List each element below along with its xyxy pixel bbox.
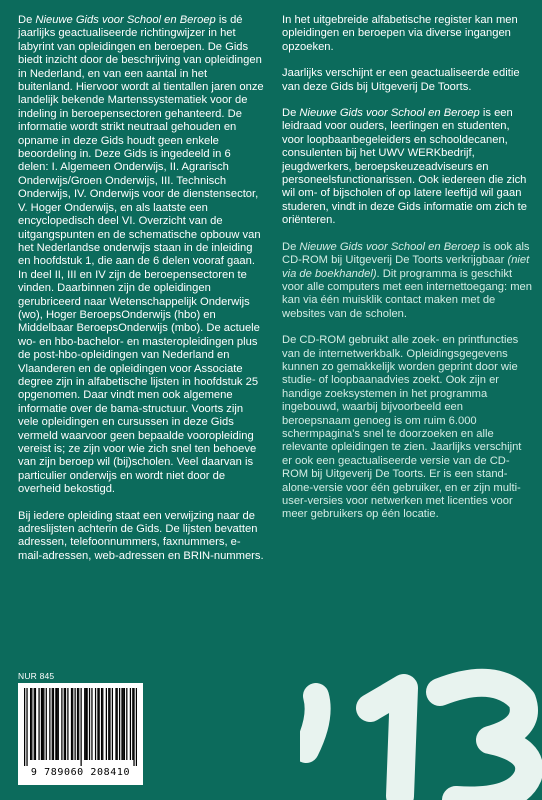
barcode-bar: [67, 688, 68, 760]
left-paragraph-intro: De Nieuwe Gids voor School en Beroep is dé jaarlijks geactualiseerde richtingwijzer in het labyrint van opleidingen en beroepen. De Gids biedt inzicht door de beschrijving van opleidingen in Nederland, en van een aantal in het buitenland. Hiervoor wordt al tientallen jaren onze landelijk bekende Martenssystematiek voor de indeling in beroepensectoren gehanteerd. De informatie wordt strikt neutraal gehouden en opname in deze Gids houdt geen enkele beoordeling in. Deze Gids is ingedeeld in 6 delen: I. Algemeen Onderwijs, II. Agrarisch Onderwijs/Groen Onderwijs, III. Technisch Onderwijs, IV. Onderwijs voor de dienstensector, V. Hoger Onderwijs, en als laatste een encyclopedisch deel VI. Overzicht van de uitgangspunten en de schematische opbouw van het Nederlandse onderwijs staan in de inleiding en hoofdstuk 1, die aan de 6 delen vooraf gaan. In deel II, III en IV zijn de beroepensectoren te vinden. Daarbinnen zijn de opleidingen gerubriceerd naar Wetenschappelijk Onderwijs (wo), Hoger BeroepsOnderwijs (hbo) en Middelbaar BeroepsOnderwijs (mbo). De actuele wo- en hbo-bachelor- en masteropleidingen plus de post-hbo-opleidingen van Nederland en Vlaanderen en de opleidingen voor Associate degree zijn in alfabetische lijsten in hoofdstuk 25 opgenomen. Daar vindt men ook algemene informatie over de bama-structuur. Voorts zijn vele opleidingen en cursussen in deze Gids vermeld waarvoor geen bepaalde vooropleiding vereist is; ze zijn voor wie zich snel ten behoeve van zijn beroep wil (bij)scholen. Veel daarvan is particulier onderwijs en wordt niet door de overheid bekostigd.: [18, 14, 264, 496]
barcode-bar: [102, 688, 103, 760]
isbn-number: 9 789060 208410: [30, 767, 131, 778]
barcode-bar: [38, 688, 39, 760]
barcode-bar: [64, 688, 65, 760]
book-title: Nieuwe Gids voor School en Beroep: [299, 107, 480, 120]
barcode-bar: [34, 688, 35, 760]
barcode-bar: [123, 688, 124, 760]
right-paragraph-register: In het uitgebreide alfabetische register kan men opleidingen en beroepen via diverse ingangen opzoeken.: [282, 14, 518, 53]
barcode-bar: [52, 688, 53, 760]
barcode-bar: [99, 688, 100, 760]
barcode-bar: [81, 688, 82, 766]
barcode-bar: [119, 688, 120, 760]
barcode-bar: [74, 688, 75, 760]
barcode-bar: [87, 688, 88, 760]
barcode-bar: [35, 688, 36, 760]
barcode-bar: [133, 688, 134, 766]
barcode-bar: [30, 688, 31, 760]
barcode-bar: [89, 688, 90, 760]
right-paragraph-edition: Jaarlijks verschijnt er een geactualiseerde editie van deze Gids bij Uitgeverij De Toorts.: [282, 67, 520, 93]
barcode-bar: [49, 688, 50, 760]
right-paragraph-audience: De Nieuwe Gids voor School en Beroep is een leidraad voor ouders, leerlingen en studenten, voor loopbaanbegeleiders en schooldecanen, consulenten bij het UWV WERKbedrijf, jeugdwerkers, beroepskeuzeadviseurs en personeelsfunctionarissen. Ook iedereen die zich wil om- of bijscholen of op latere leeftijd wil gaan studeren, vindt in deze Gids informatie om zich te oriënteren.: [282, 107, 527, 227]
barcode-bar: [109, 688, 110, 760]
barcode-bar: [46, 688, 47, 760]
isbn-barcode: [18, 683, 143, 785]
right-text-column: [282, 14, 532, 522]
book-title: Nieuwe Gids voor School en Beroep: [299, 240, 480, 253]
barcode-bar: [108, 688, 109, 760]
book-title: Nieuwe Gids voor School en Beroep: [35, 14, 216, 26]
barcode-bar: [130, 688, 131, 760]
barcode-bar: [91, 688, 92, 760]
barcode-bar: [58, 688, 59, 760]
barcode-bar: [126, 688, 127, 760]
barcode-bar: [121, 688, 122, 760]
year-13-logo: [300, 600, 542, 800]
barcode-bar: [72, 688, 73, 760]
barcode-bar: [42, 688, 43, 760]
barcode-bar: [53, 688, 54, 760]
right-paragraph-cdrom-features: De CD-ROM gebruikt alle zoek- en printfuncties van de internetwerkbalk. Opleidingsgegevens kunnen zo gemakkelijk worden geprint door wie studie- of loopbaanadvies zoekt. Ook zijn er handige zoeksystemen in het programma ingebouwd, waarbij bijvoorbeeld een beroepsnaam genoeg is om ruim 6.000 schermpagina's snel te doorzoeken en alle relevante opleidingen te zien. Jaarlijks verschijnt er ook een geactualiseerde versie van de CD-ROM bij Uitgeverij De Toorts. Er is een stand-alone-versie voor één gebruiker, en er zijn multi-user-versies voor netwerken met licenties voor meer gebruikers op één locatie.: [282, 334, 522, 521]
right-paragraph-cdrom: De Nieuwe Gids voor School en Beroep is ook als CD-ROM bij Uitgeverij De Toorts verkrijgbaar (niet via de boekhandel). Dit programma is geschikt voor alle computers met een internettoegang: men kan via één muisklik contact maken met de websites van de scholen.: [282, 240, 532, 320]
barcode-bar: [71, 688, 72, 760]
barcode-bar: [65, 688, 66, 760]
barcode-bar: [106, 688, 107, 760]
barcode-bar: [61, 688, 62, 760]
barcode-bar: [43, 688, 44, 760]
barcode-bar: [132, 688, 133, 760]
left-paragraph-addresses: Bij iedere opleiding staat een verwijzing naar de adreslijsten achterin de Gids. De lijsten bevatten adressen, telefoonnummers, faxnummers, e-mail-adressen, web-adressen en BRIN-nummers.: [18, 509, 264, 562]
barcode-bar: [84, 688, 85, 760]
barcode-bar: [31, 688, 32, 760]
barcode-bar: [85, 688, 86, 760]
nur-code: NUR 845: [18, 671, 55, 681]
barcode-bar: [112, 688, 113, 760]
barcode-bar: [95, 688, 96, 760]
left-text-column: [18, 14, 264, 563]
barcode-bar: [115, 688, 116, 760]
barcode-bar: [41, 688, 42, 760]
barcode-bar: [26, 688, 27, 766]
not-via-bookstore-note: (niet via de boekhandel): [282, 254, 530, 280]
barcode-bar: [97, 688, 98, 760]
barcode-bar: [56, 688, 57, 760]
barcode-bar: [124, 688, 125, 760]
barcode-bar: [55, 688, 56, 760]
barcode-bar: [136, 688, 137, 766]
barcode-bars: [24, 688, 137, 766]
barcode-bar: [78, 688, 79, 760]
barcode-bar: [101, 688, 102, 760]
barcode-bar: [117, 688, 118, 760]
barcode-bar: [24, 688, 25, 766]
barcode-bar: [77, 688, 78, 760]
